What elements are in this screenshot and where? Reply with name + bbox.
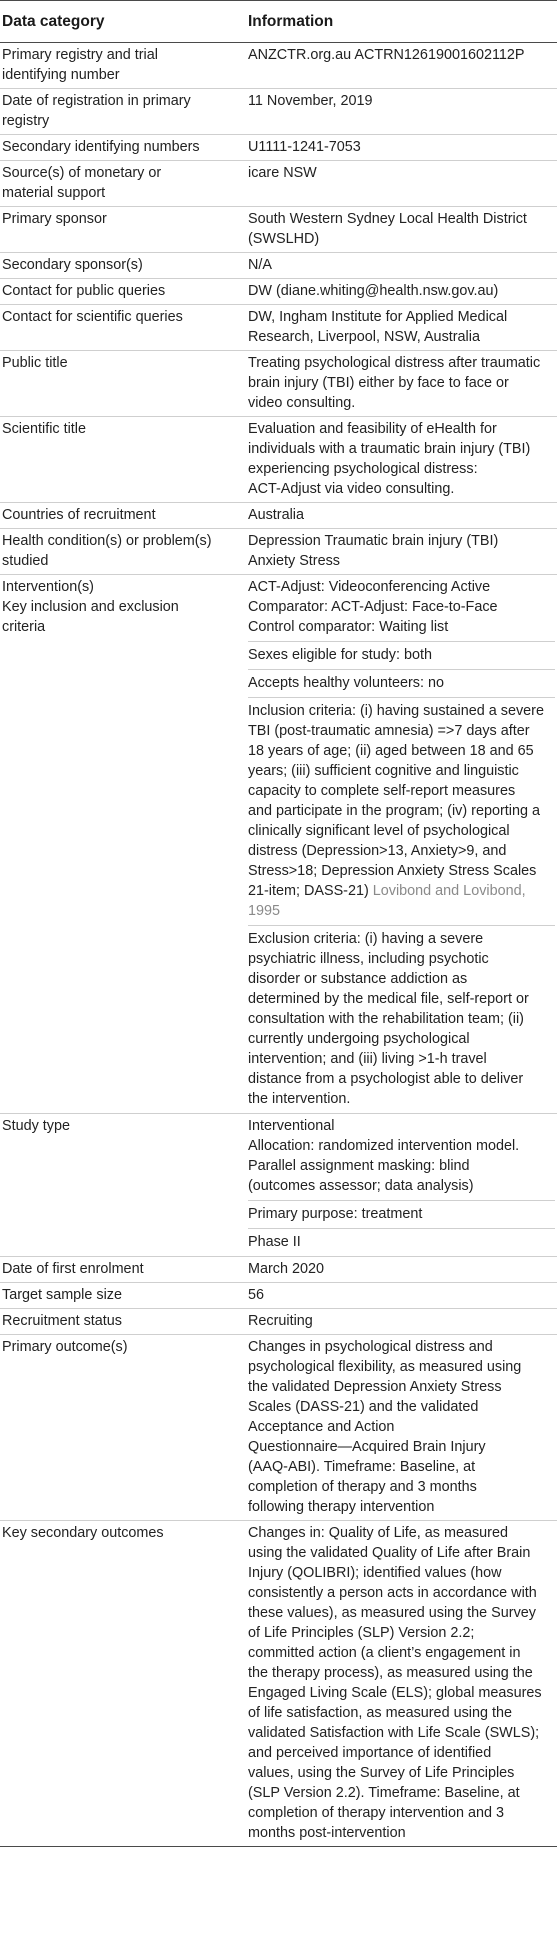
data-category-cell (0, 135, 248, 160)
inclusion-criteria (248, 698, 555, 926)
text-line: criteria (2, 619, 46, 635)
text-line: Treating psychological distress after traumatic (248, 355, 541, 371)
text-line: Injury (QOLIBRI); identified values (how (248, 1565, 502, 1581)
citation-link-year[interactable]: 1995 (248, 903, 281, 919)
text-line: icare NSW (248, 165, 317, 181)
data-category-cell (0, 575, 248, 1113)
text-line: Intervention(s) (2, 579, 94, 595)
text-line: Parallel assignment masking: blind (248, 1158, 470, 1174)
text-line: consultation with the rehabilitation team; (ii) (248, 1011, 524, 1027)
data-category-cell (0, 503, 248, 528)
text-line: Australia (248, 507, 304, 523)
text-line: Key inclusion and exclusion (2, 599, 179, 615)
table-row (0, 89, 557, 135)
table-row (0, 1521, 557, 1847)
text-line: Evaluation and feasibility of eHealth for (248, 421, 497, 437)
table-row-study-type (0, 1114, 557, 1257)
text-line: individuals with a traumatic brain injury (TBI) (248, 441, 531, 457)
information-cell (248, 135, 557, 160)
data-category-cell (0, 351, 248, 416)
text-line: Target sample size (2, 1287, 122, 1303)
text-line: (SLP Version 2.2). Timeframe: Baseline, at (248, 1785, 520, 1801)
text-line: studied (2, 553, 49, 569)
text-line: months post-intervention (248, 1825, 406, 1841)
data-category-cell (0, 89, 248, 134)
text-line: completion of therapy and 3 months (248, 1479, 477, 1495)
text-line: Secondary sponsor(s) (2, 257, 143, 273)
text-line: the therapy process), as measured using the (248, 1665, 533, 1681)
text-line: U1111-1241-7053 (248, 139, 361, 155)
healthy-volunteers: Accepts healthy volunteers: no (248, 670, 555, 698)
information-cell (248, 1114, 557, 1256)
phase: Phase II (248, 1234, 301, 1250)
text-line: 11 November, 2019 (248, 93, 373, 109)
text-line: Changes in: Quality of Life, as measured (248, 1525, 508, 1541)
text-line: Date of registration in primary (2, 93, 191, 109)
text-line: determined by the medical file, self-report or (248, 991, 529, 1007)
text-line: DW, Ingham Institute for Applied Medical (248, 309, 508, 325)
text-line: and participate in the program; (iv) reporting a (248, 803, 540, 819)
text-line: Allocation: randomized intervention model. (248, 1138, 520, 1154)
citation-link[interactable]: Lovibond and Lovibond, (372, 883, 526, 899)
text-line: Exclusion criteria: (i) having a severe (248, 931, 484, 947)
information-cell (248, 253, 557, 278)
text-line: Research, Liverpool, NSW, Australia (248, 329, 480, 345)
text-line: ANZCTR.org.au ACTRN12619001602112P (248, 47, 525, 63)
text-line: TBI (post-traumatic amnesia) =>7 days after (248, 723, 530, 739)
text-line: capacity to complete self-report measures (248, 783, 516, 799)
text-line: disorder or substance addiction as (248, 971, 468, 987)
table-row (0, 1335, 557, 1521)
text-line: Source(s) of monetary or (2, 165, 162, 181)
table-row (0, 417, 557, 503)
text-line: Date of first enrolment (2, 1261, 144, 1277)
intervention-text (248, 575, 555, 642)
data-category-cell (0, 1335, 248, 1520)
data-category-cell (0, 1283, 248, 1308)
text-line: validated Satisfaction with Life Scale (SWLS); (248, 1725, 540, 1741)
text-line: Contact for public queries (2, 283, 166, 299)
text-line: Public title (2, 355, 68, 371)
text-line: Interventional (248, 1118, 335, 1134)
table-row (0, 1283, 557, 1309)
information-cell (248, 305, 557, 350)
text-line: the validated Depression Anxiety Stress (248, 1379, 502, 1395)
information-cell (248, 503, 557, 528)
text-line: Key secondary outcomes (2, 1525, 164, 1541)
text-line: Inclusion criteria: (i) having sustained a severe (248, 703, 544, 719)
table-header (0, 0, 557, 43)
text-line: clinically significant level of psychological (248, 823, 510, 839)
table-row (0, 1257, 557, 1283)
data-category-cell (0, 1114, 248, 1256)
text-line: Questionnaire—Acquired Brain Injury (248, 1439, 486, 1455)
text-line: Engaged Living Scale (ELS); global measures (248, 1685, 542, 1701)
information-cell (248, 161, 557, 206)
table-row (0, 503, 557, 529)
data-category-cell (0, 279, 248, 304)
text-line: of Life Principles (SLP) Version 2.2; (248, 1625, 475, 1641)
table-body (0, 43, 557, 1847)
table-row (0, 43, 557, 89)
table-row (0, 207, 557, 253)
data-category-cell (0, 161, 248, 206)
text-line: committed action (a client’s engagement in (248, 1645, 521, 1661)
data-category-cell (0, 207, 248, 252)
text-line: brain injury (TBI) either by face to face or (248, 375, 509, 391)
text-line: experiencing psychological distress: (248, 461, 478, 477)
primary-purpose: Primary purpose: treatment (248, 1201, 555, 1229)
text-line: 18 years of age; (ii) aged between 18 and 65 (248, 743, 534, 759)
information-cell (248, 351, 557, 416)
study-type-text (248, 1114, 555, 1201)
information-cell (248, 529, 557, 574)
text-line: values, using the Survey of Life Principles (248, 1765, 515, 1781)
text-line: identifying number (2, 67, 120, 83)
table-row (0, 279, 557, 305)
data-category-cell (0, 43, 248, 88)
text-line: psychological flexibility, as measured using (248, 1359, 522, 1375)
text-line: Contact for scientific queries (2, 309, 183, 325)
text-line: and perceived importance of identified (248, 1745, 492, 1761)
text-line: completion of therapy intervention and 3 (248, 1805, 504, 1821)
text-line: March 2020 (248, 1261, 324, 1277)
data-category-cell (0, 529, 248, 574)
information-cell (248, 279, 557, 304)
text-line: years; (iii) sufficient cognitive and linguistic (248, 763, 519, 779)
data-category-cell (0, 1309, 248, 1334)
text-line: Scientific title (2, 421, 86, 437)
table-row (0, 135, 557, 161)
text-line: Health condition(s) or problem(s) (2, 533, 212, 549)
text-line: the intervention. (248, 1091, 351, 1107)
data-category-cell (0, 253, 248, 278)
header-data-category: Data category (2, 12, 105, 30)
table-row-intervention (0, 575, 557, 1114)
data-category-cell (0, 1257, 248, 1282)
text-fragment: 21-item; DASS-21) (248, 883, 369, 899)
text-line: material support (2, 185, 106, 201)
text-line: these values), as measured using the Survey (248, 1605, 536, 1621)
table-row (0, 351, 557, 417)
table-row (0, 305, 557, 351)
text-line: (SWSLHD) (248, 231, 320, 247)
information-cell (248, 207, 557, 252)
text-line: South Western Sydney Local Health District (248, 211, 527, 227)
text-line: currently undergoing psychological (248, 1031, 470, 1047)
table-row (0, 1309, 557, 1335)
data-category-cell (0, 417, 248, 502)
text-line: Scales (DASS-21) and the validated (248, 1399, 479, 1415)
data-category-cell (0, 1521, 248, 1846)
text-line: intervention; and (iii) living >1-h travel (248, 1051, 487, 1067)
text-line: Recruitment status (2, 1313, 122, 1329)
table-row (0, 161, 557, 207)
text-line: registry (2, 113, 50, 129)
information-cell (248, 575, 557, 1113)
text-line: Primary registry and trial (2, 47, 158, 63)
information-cell (248, 1309, 557, 1334)
text-line: Control comparator: Waiting list (248, 619, 449, 635)
information-cell (248, 1257, 557, 1282)
text-line: Countries of recruitment (2, 507, 156, 523)
text-line: Comparator: ACT-Adjust: Face-to-Face (248, 599, 498, 615)
text-line: ACT-Adjust: Videoconferencing Active (248, 579, 491, 595)
text-line: (AAQ-ABI). Timeframe: Baseline, at (248, 1459, 476, 1475)
text-line: distance from a psychologist able to deliver (248, 1071, 524, 1087)
text-line: (outcomes assessor; data analysis) (248, 1178, 474, 1194)
text-line: Secondary identifying numbers (2, 139, 200, 155)
exclusion-criteria (248, 926, 555, 1113)
header-information: Information (248, 12, 334, 30)
text-line: Changes in psychological distress and (248, 1339, 493, 1355)
information-cell (248, 417, 557, 502)
text-line: distress (Depression>13, Anxiety>9, and (248, 843, 507, 859)
text-line: Depression Traumatic brain injury (TBI) (248, 533, 499, 549)
information-cell (248, 89, 557, 134)
table-row (0, 529, 557, 575)
text-line: ACT-Adjust via video consulting. (248, 481, 455, 497)
text-line: Primary sponsor (2, 211, 107, 227)
information-cell (248, 1335, 557, 1520)
text-line: consistently a person acts in accordance with (248, 1585, 537, 1601)
text-line: following therapy intervention (248, 1499, 435, 1515)
text-line: Acceptance and Action (248, 1419, 395, 1435)
information-cell (248, 1521, 557, 1846)
text-line: DW (diane.whiting@health.nsw.gov.au) (248, 283, 499, 299)
text-line: Study type (2, 1118, 70, 1134)
text-line: Stress>18; Depression Anxiety Stress Scales (248, 863, 537, 879)
text-line (248, 881, 555, 901)
text-line: Recruiting (248, 1313, 313, 1329)
text-line: psychiatric illness, including psychotic (248, 951, 489, 967)
text-line: using the validated Quality of Life after Brain (248, 1545, 531, 1561)
text-line: Anxiety Stress (248, 553, 340, 569)
text-line: Primary outcome(s) (2, 1339, 128, 1355)
text-line: 56 (248, 1287, 265, 1303)
sexes-eligible: Sexes eligible for study: both (248, 642, 555, 670)
information-cell (248, 1283, 557, 1308)
text-line: N/A (248, 257, 272, 273)
table-row (0, 253, 557, 279)
information-cell (248, 43, 557, 88)
text-line: of life satisfaction, as measured using the (248, 1705, 512, 1721)
text-line: video consulting. (248, 395, 356, 411)
data-category-cell (0, 305, 248, 350)
